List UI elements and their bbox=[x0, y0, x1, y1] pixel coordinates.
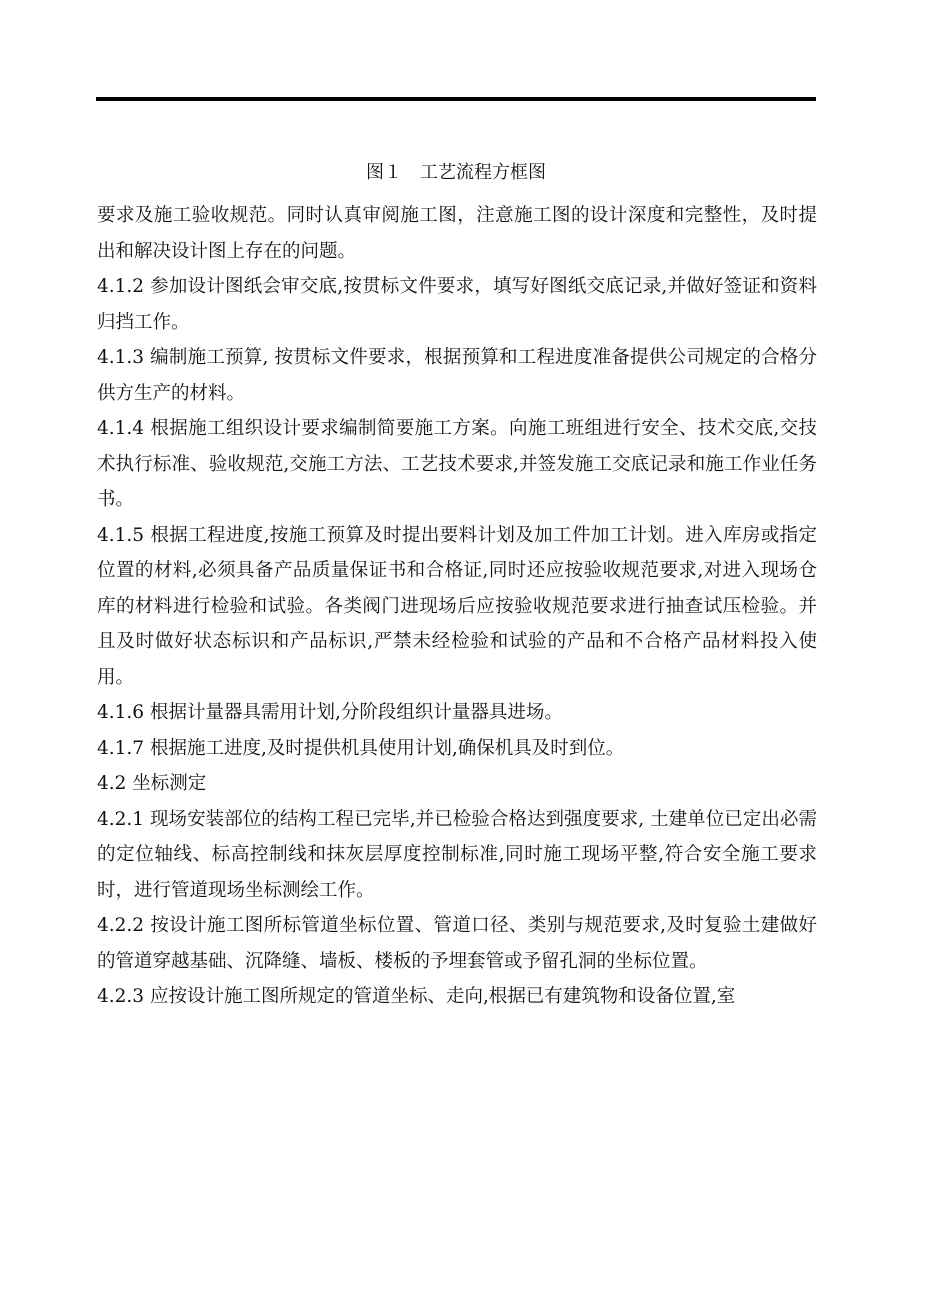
paragraph-4-1-5: 4.1.5 根据工程进度,按施工预算及时提出要料计划及加工件加工计划。进入库房或指定位置的材料,必须具备产品质量保证书和合格证,同时还应按验收规范要求,对进入现场仓库的材料进行检验和试验。各类阀门进现场后应按验收规范要求进行抽查试压检验。并且及时做好状态标识和产品标识,严禁未经检验和试验的产品和不合格产品材料投入使用。 bbox=[97, 524, 817, 688]
paragraph-4-1-3: 4.1.3 编制施工预算, 按贯标文件要求，根据预算和工程进度准备提供公司规定的合格分供方生产的材料。 bbox=[97, 347, 817, 404]
paragraph-4-2-2: 4.2.2 按设计施工图所标管道坐标位置、管道口径、类别与规范要求,及时复验土建做好的管道穿越基础、沉降缝、墙板、楼板的予埋套管或予留孔洞的坐标位置。 bbox=[97, 915, 817, 972]
section-heading-4-2: 4.2 坐标测定 bbox=[97, 773, 207, 794]
paragraph-continuation: 要求及施工验收规范。同时认真审阅施工图，注意施工图的设计深度和完整性，及时提出和解决设计图上存在的问题。 bbox=[97, 205, 817, 262]
paragraph-4-1-4: 4.1.4 根据施工组织设计要求编制简要施工方案。向施工班组进行安全、技术交底,交技术执行标准、验收规范,交施工方法、工艺技术要求,并签发施工交底记录和施工作业任务书。 bbox=[97, 418, 817, 510]
figure-caption: 图１ 工艺流程方框图 bbox=[366, 162, 546, 183]
paragraph-4-2-3: 4.2.3 应按设计施工图所规定的管道坐标、走向,根据已有建筑物和设备位置,室 bbox=[97, 986, 736, 1007]
paragraph-4-1-2: 4.1.2 参加设计图纸会审交底,按贯标文件要求，填写好图纸交底记录,并做好签证和资料归挡工作。 bbox=[97, 276, 817, 333]
header-rule bbox=[96, 97, 816, 101]
paragraph-4-2-1: 4.2.1 现场安装部位的结构工程已完毕,并已检验合格达到强度要求, 土建单位已定出必需的定位轴线、标高控制线和抹灰层厚度控制标准,同时施工现场平整,符合安全施工要求时，进行管道现场坐标测绘工作。 bbox=[97, 808, 817, 901]
paragraph-4-1-7: 4.1.7 根据施工进度,及时提供机具使用计划,确保机具及时到位。 bbox=[97, 737, 625, 759]
body-text bbox=[97, 198, 817, 1015]
paragraph-4-1-6: 4.1.6 根据计量器具需用计划,分阶段组织计量器具进场。 bbox=[97, 702, 563, 723]
